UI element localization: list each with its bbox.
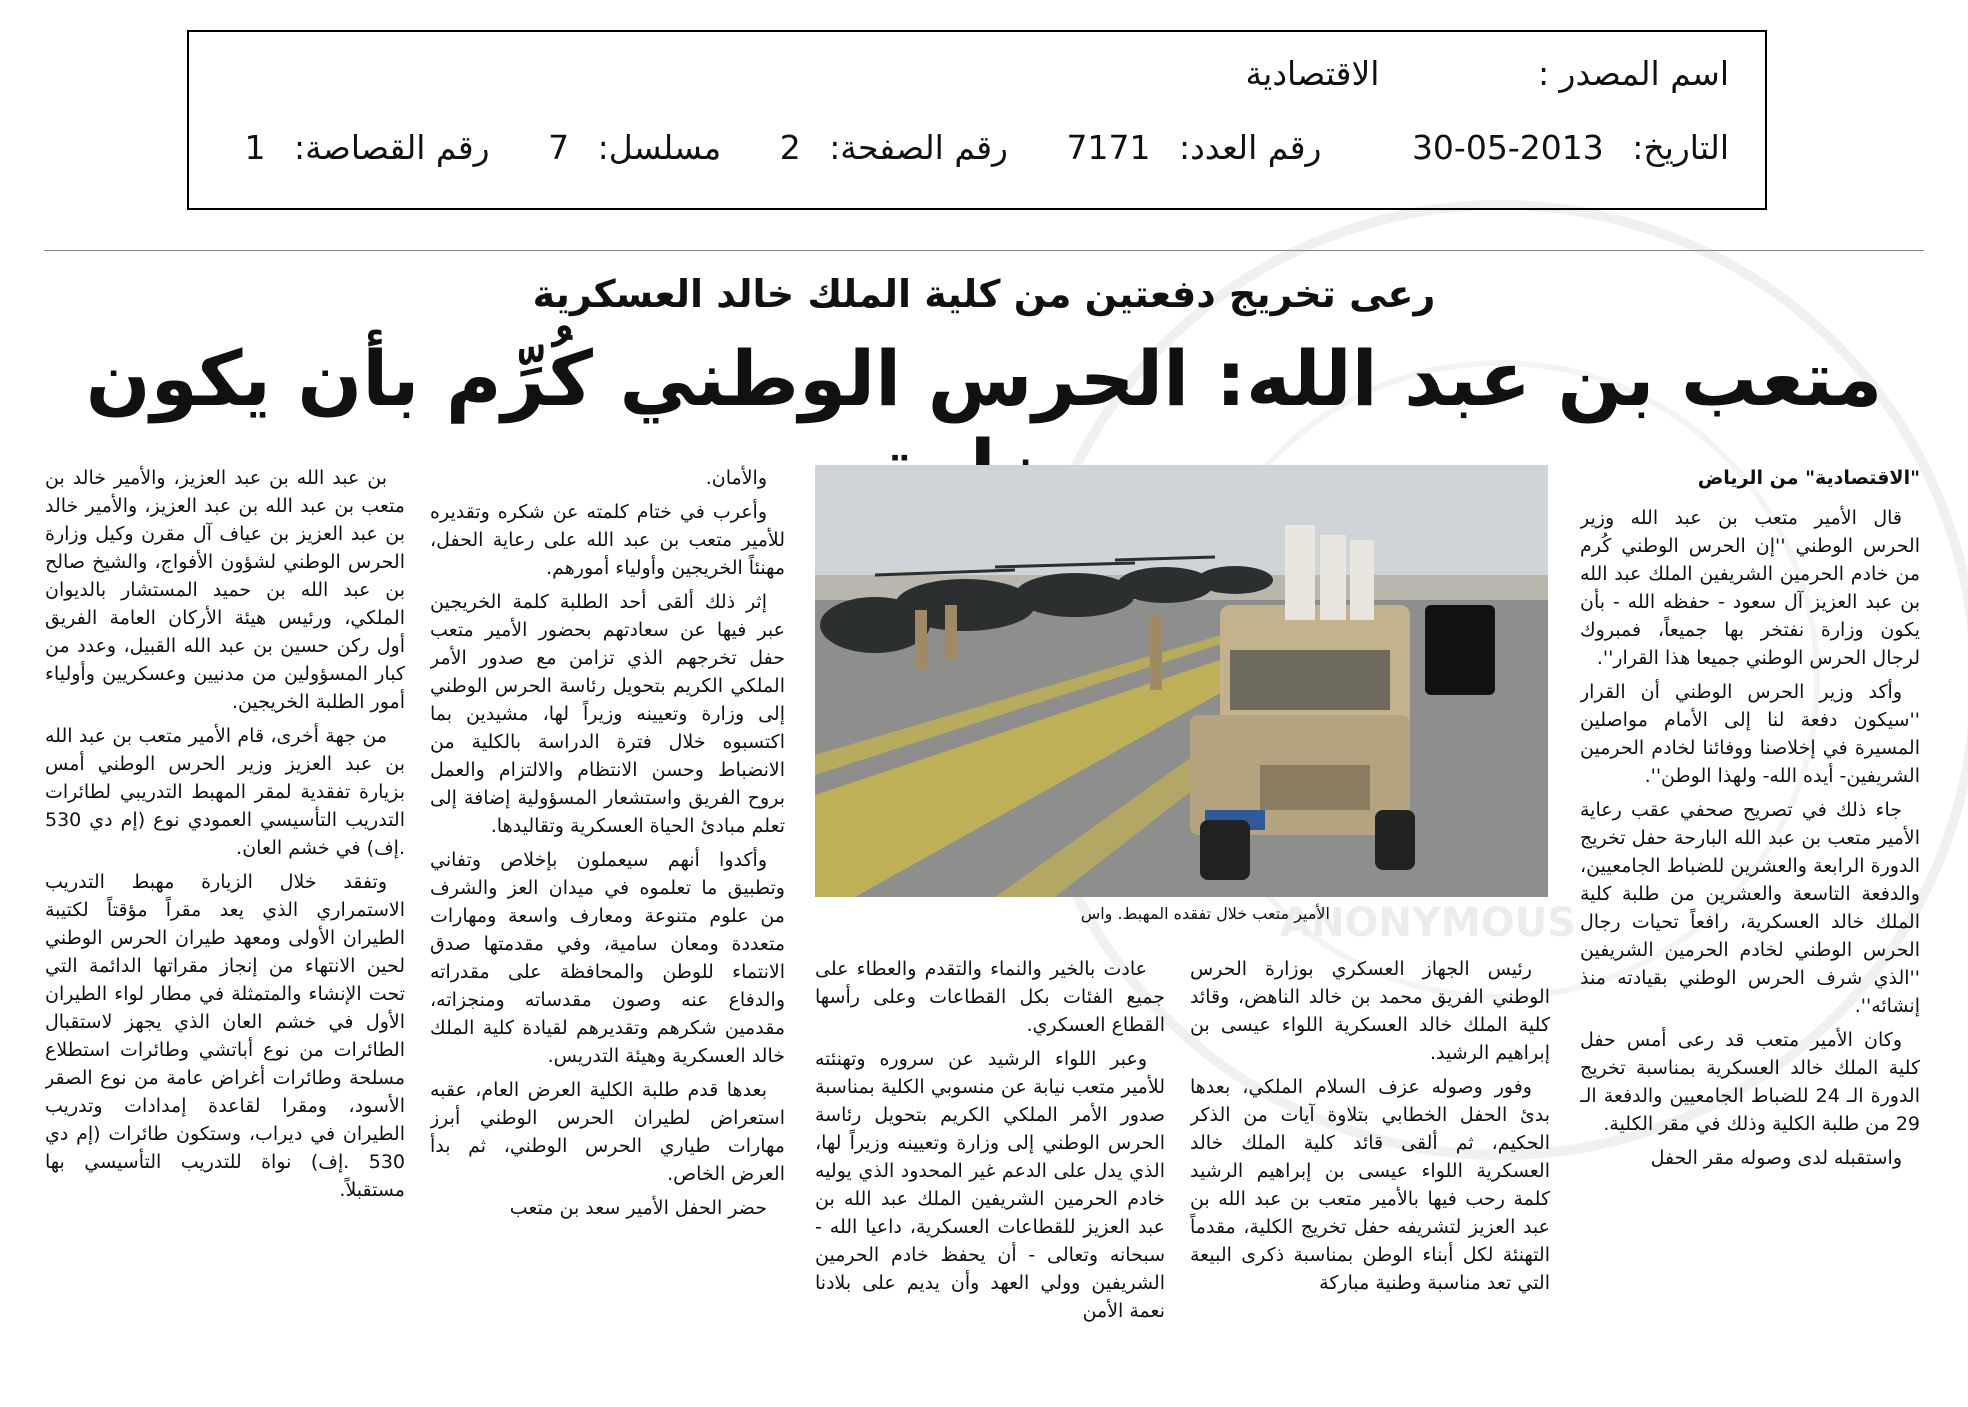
date-label: التاريخ: (1632, 128, 1729, 167)
source-value: الاقتصادية (1245, 54, 1380, 93)
paragraph: واستقبله لدى وصوله مقر الحفل (1650, 1147, 1902, 1169)
article-column-3 (815, 955, 1165, 1385)
clip-label: رقم القصاصة: (294, 128, 490, 167)
paragraph: عادت بالخير والنماء والتقدم والعطاء على جميع الفئات بكل القطاعات وعلى رأسها القطاع العسكري. (815, 958, 1165, 1036)
source-info-box (187, 30, 1767, 210)
paragraph: بعدها قدم طلبة الكلية العرض العام، عقبه استعراض لطيران الحرس الوطني أبرز مهارات طياري الحرس الوطني، ثم بدأ العرض الخاص. (430, 1079, 785, 1185)
paragraph: وأكدوا أنهم سيعملون بإخلاص وتفاني وتطبيق ما تعلموه في ميدان العز والشرف من علوم متنوعة ومعارف واسعة ومهارات متعددة ومعان سامية، وفي مقدمتها صدق الانتماء للوطن والمحافظة على مقدراته والدفاع عنه وصون مقدساته ومنجزاته، مقدمين شكرهم وتقديرهم لقيادة كلية الملك خالد العسكرية وهيئة التدريس. (430, 849, 785, 1067)
paragraph: بن عبد الله بن عبد العزيز، والأمير خالد بن متعب بن عبد الله بن عبد العزيز، والأمير خالد بن عبد العزيز بن عياف آل مقرن وكيل وزارة الحرس الوطني لشؤون الأفواج، والشيخ صالح بن عبد الله بن حميد المستشار بالديوان الملكي، ورئيس هيئة الأركان العامة الفريق أول ركن حسين بن عبد الله القبيل، وعدد من كبار المسؤولين من مدنيين وعسكريين وأولياء أمور الطلبة الخريجين. (45, 467, 405, 713)
watermark-text-2: ANONYMOUS (1280, 900, 1576, 946)
article-photo (815, 465, 1548, 897)
date-value: 30-05-2013 (1411, 128, 1604, 167)
article-column-2 (1190, 955, 1550, 1385)
paragraph: قال الأمير متعب بن عبد الله وزير الحرس الوطني ''إن الحرس الوطني كُرم من خادم الحرمين الشريفين الملك عبد الله بن عبد العزيز آل سعود - حفظه الله - بأن يكون وزارة نفتخر بها جميعاً، فمبروك لرجال الحرس الوطني جميعا هذا القرار''. (1580, 507, 1920, 669)
paragraph: وعبر اللواء الرشيد عن سروره وتهنئته للأمير متعب نيابة عن منسوبي الكلية بمناسبة صدور الأمر الملكي الكريم بتحويل رئاسة الحرس الوطني إلى وزارة وتعيينه وزيراً لها، الذي يدل على الدعم غير المحدود الذي يوليه خادم الحرمين الشريفين الملك عبد الله بن عبد العزيز للقطاعات العسكرية، داعيا الله - سبحانه وتعالى - أن يحفظ خادم الحرمين الشريفين وولي العهد وأن يديم على بلادنا نعمة الأمن (815, 1048, 1165, 1322)
issue-value: 7171 (1066, 128, 1151, 167)
article-column-5 (45, 464, 405, 1384)
paragraph: وأعرب في ختام كلمته عن شكره وتقديره للأمير متعب بن عبد الله على رعاية الحفل، مهنئاً الخريجين وأولياء أمورهم. (430, 501, 785, 579)
paragraph: من جهة أخرى، قام الأمير متعب بن عبد الله بن عبد العزيز وزير الحرس الوطني أمس بزيارة تفقدية لمقر المهبط التدريبي لطائرات التدريب التأسيسي العمودي نوع (إم دي 530 .إف) في خشم العان. (45, 725, 405, 859)
paragraph: رئيس الجهاز العسكري بوزارة الحرس الوطني الفريق محمد بن خالد الناهض، وقائد كلية الملك خالد العسكرية اللواء عيسى بن إبراهيم الرشيد. (1190, 958, 1550, 1064)
page-label: رقم الصفحة: (829, 128, 1008, 167)
paragraph: وفور وصوله عزف السلام الملكي، بعدها بدئ الحفل الخطابي بتلاوة آيات من الذكر الحكيم، ثم ألقى قائد كلية الملك خالد العسكرية اللواء عيسى بن إبراهيم الرشيد كلمة رحب فيها بالأمير متعب بن عبد الله بن عبد العزيز لتشريفه حفل تخريج الكلية، مقدماً التهنئة لكل أبناء الوطن بمناسبة ذكرى البيعة التي تعد مناسبة وطنية مباركة (1190, 1076, 1550, 1294)
page-value: 2 (779, 128, 801, 167)
clip-value: 1 (244, 128, 266, 167)
article-headline: متعب بن عبد الله: الحرس الوطني كُرِّم بأن يكون (85, 334, 1883, 423)
article-kicker: رعى تخريج دفعتين من كلية الملك خالد العسكرية (532, 272, 1436, 316)
source-label: اسم المصدر : (1537, 54, 1729, 93)
paragraph: وتفقد خلال الزيارة مهبط التدريب الاستمراري الذي يعد مقراً مؤقتاً لكتيبة الطيران الأولى ومعهد طيران الحرس الوطني لحين الانتهاء من إنجاز مقراتها الدائمة التي تحت الإنشاء والمتمثلة في مطار لواء الطيران الأول في خشم العان الذي يجهز لاستقبال الطائرات من نوع أباتشي وطائرات استطلاع مسلحة وطائرات أغراض عامة من نوع الصقر الأسود، ومقرا لقاعدة إمدادات وتدريب الطيران في ديراب، وستكون طائرات (إم دي 530 .إف) نواة للتدريب التأسيسي بها مستقبلاً. (45, 871, 405, 1201)
top-divider (44, 250, 1924, 251)
source-row (1227, 54, 1729, 93)
dateline: "الاقتصادية" من الرياض (1697, 467, 1920, 489)
article-column-4 (430, 464, 785, 1384)
paragraph: وأكد وزير الحرس الوطني أن القرار ''سيكون دفعة لنا إلى الأمام مواصلين المسيرة في إخلاصنا ووفائنا لخادم الحرمين الشريفين- أيده الله- ولهذا الوطن''. (1580, 681, 1920, 787)
paragraph: وكان الأمير متعب قد رعى أمس حفل كلية الملك خالد العسكرية بمناسبة تخريج الدورة الـ 24 للضباط الجامعيين والدفعة الـ 29 من طلبة الكلية وذلك في مقر الكلية. (1580, 1029, 1920, 1135)
paragraph: جاء ذلك في تصريح صحفي عقب رعاية الأمير متعب بن عبد الله البارحة حفل تخريج الدورة الرابعة والعشرين للضباط الجامعيين، والدفعة التاسعة والعشرين من طلبة كلية الملك خالد العسكرية، رافعاً تحيات رجال الحرس الوطني لخادم الحرمين الشريفين ''الذي شرف الحرس الوطني بقيادته منذ إنشائه''. (1580, 799, 1920, 1017)
paragraph: حضر الحفل الأمير سعد بن متعب (509, 1197, 767, 1219)
article-column-1 (1580, 464, 1920, 1384)
issue-label: رقم العدد: (1178, 128, 1322, 167)
metadata-row (227, 128, 1730, 167)
paragraph: إثر ذلك ألقى أحد الطلبة كلمة الخريجين عبر فيها عن سعادتهم بحضور الأمير متعب حفل تخرجهم الذي تزامن مع صدور الأمر الملكي الكريم بتحويل رئاسة الحرس الوطني إلى وزارة وتعيينه وزيراً لها، مشيدين بما اكتسبوه خلال فترة الدراسة بالكلية من الانضباط وحسن الانتظام والالتزام والعمل بروح الفريق واستشعار المسؤولية إضافة إلى تعلم مبادئ الحياة العسكرية وتقاليدها. (430, 591, 785, 837)
serial-value: 7 (548, 128, 570, 167)
photo-illustration (815, 465, 1548, 897)
paragraph: والأمان. (705, 467, 767, 489)
serial-label: مسلسل: (597, 128, 722, 167)
photo-caption: الأمير متعب خلال تفقده المهبط. واس (1080, 904, 1330, 923)
